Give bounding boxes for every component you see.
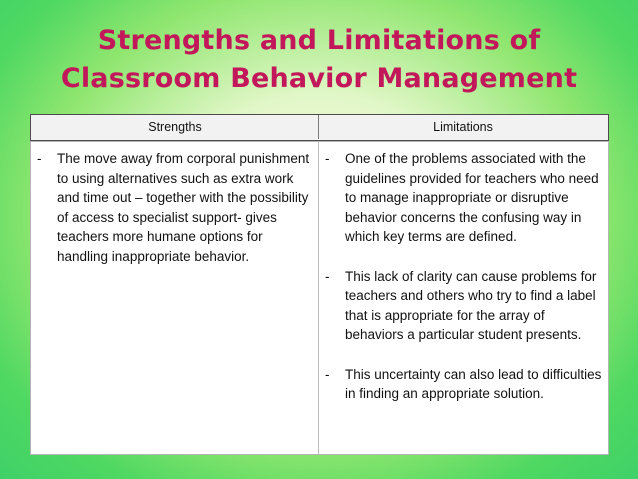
limitations-column	[325, 149, 605, 423]
limitation-text: One of the problems associated with the guidelines provided for teachers who need to manage inappropriate or disruptive behavior concerns the confusing way in which key terms are defined.	[345, 151, 599, 245]
limitation-text: This lack of clarity can cause problems for teachers and others who try to find a label that is appropriate for the array of behaviors a particular student presents.	[345, 268, 597, 343]
slide-title-line-1: Strengths and Limitations of	[97, 25, 541, 56]
table-body	[30, 141, 609, 455]
limitation-item	[325, 267, 605, 345]
table-header-row	[30, 114, 609, 141]
bullet-dash: -	[325, 151, 330, 166]
header-limitations: Limitations	[433, 120, 493, 134]
strength-text: The move away from corporal punishment to using alternatives such as extra work and time out – together with the possibility of access to specialist support- gives teachers more humane options for handling inappropriate behavior.	[57, 151, 310, 264]
slide-title	[0, 22, 638, 98]
column-divider	[318, 142, 319, 454]
header-strengths: Strengths	[148, 120, 202, 134]
bullet-dash: -	[37, 151, 42, 166]
strength-item	[37, 149, 313, 267]
limitation-item	[325, 365, 605, 404]
slide-title-line-2: Classroom Behavior Management	[60, 63, 578, 94]
comparison-table	[30, 114, 609, 455]
bullet-dash: -	[325, 366, 330, 382]
bullet-dash: -	[325, 268, 330, 284]
limitation-item	[325, 149, 605, 247]
strengths-column	[37, 149, 313, 286]
limitation-text: This uncertainty can also lead to difficulties in finding an appropriate solution.	[345, 366, 602, 402]
